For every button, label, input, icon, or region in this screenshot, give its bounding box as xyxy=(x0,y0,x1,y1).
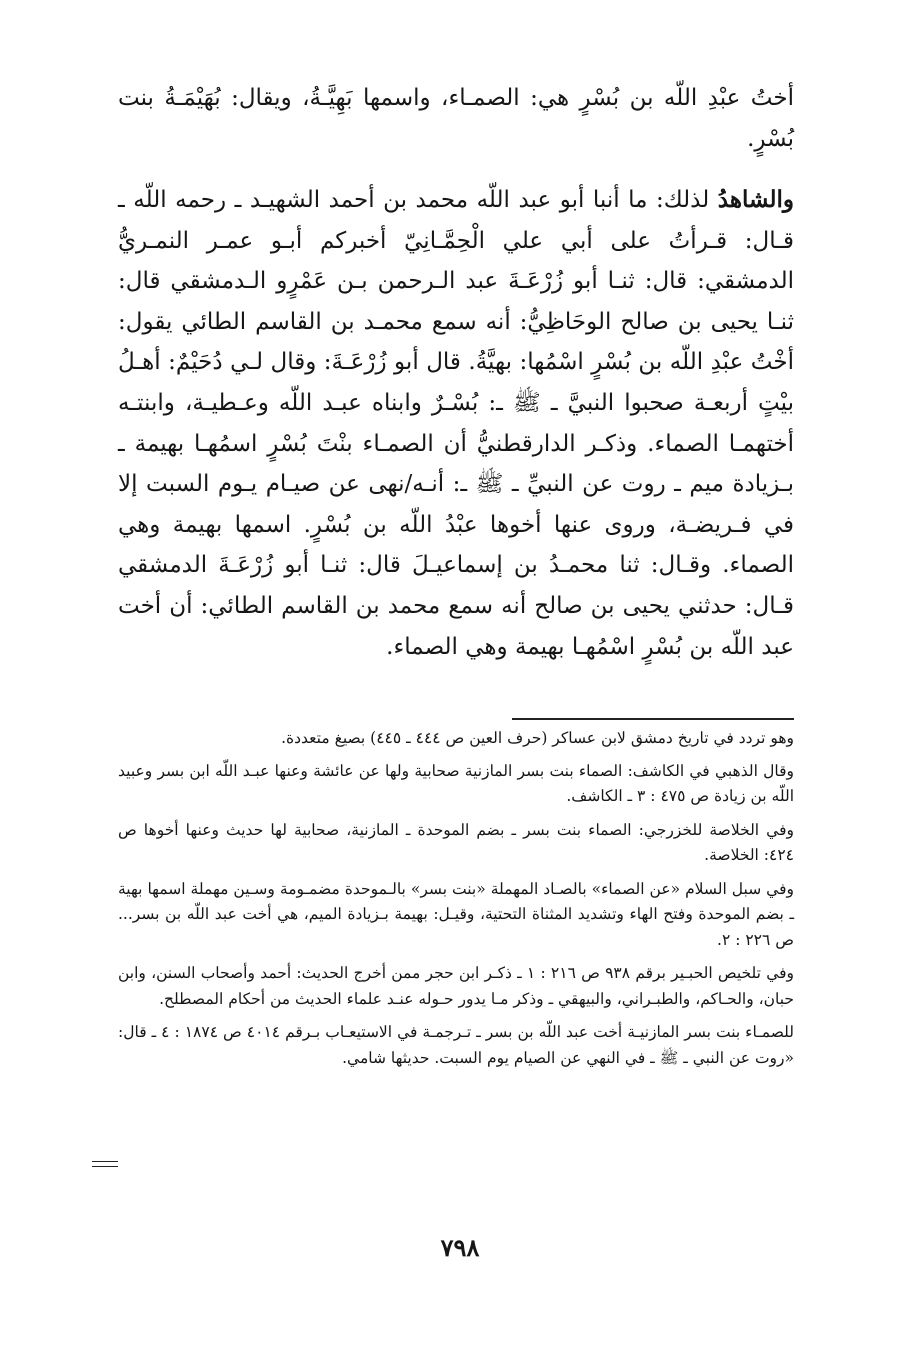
paragraph-body: لذلك: ما أنبا أبو عبد اللّه محمد بن أحمد الشهيـد ـ رحمه اللّه ـ قـال: قـرأتُ على أبي علي الْحِمَّـانِيّ أخبركم أبـو عمـر النمـريُّ الدمشقي: قال: ثنـا أبو زُرْعَـةَ عبد الـرحمن بـن عَمْرٍو الـدمشقي قال: ثنـا يحيى بن صالح الوحَاظِيُّ: أنه سمع محمـد بن القاسم الطائي يقول: أخْتُ عبْدِ اللّه بن بُسْرٍ اسْمُها: بهيَّةُ. قال أبو زُرْعَـةَ: وقال لـي دُحَيْمٌ: أهـلُ بيْتٍ أربعـة صحبوا النبيَّ ـ ﷺ ـ: بُسْـرٌ وابناه عبـد اللّه وعـطيـة، وابنتـه أختهمـا الصماء. وذكـر الدارقطنيُّ أن الصمـاء بنْتَ بُسْرٍ اسمُهـا بهيمة ـ بـزيادة ميم ـ روت عن النبيِّ ـ ﷺ ـ: أنـه/نهى عن صيـام يـوم السبت إلا في فـريضـة، وروى عنها أخوها عبْدُ اللّه بن بُسْرٍ. اسمها بهيمة وهي الصماء. وقـال: ثنا محمـدُ بن إسماعيـلَ قال: ثنـا أبو زُرْعَـةَ الدمشقي قـال: حدثني يحيى بن صالح أنه سمع محمد بن القاسم الطائي: أن أخت عبد اللّه بن بُسْرٍ اسْمُهـا بهيمة وهي الصماء. xyxy=(118,187,794,660)
footnote-continuation-mark xyxy=(92,1161,118,1170)
footnote-1: وهو تردد في تاريخ دمشق لابن عساكر (حرف العين ص ٤٤٤ ـ ٤٤٥) بصيغ متعددة. xyxy=(281,729,794,747)
footnote-2: وقال الذهبي في الكاشف: الصماء بنت بسر المازنية صحابية ولها عن عائشة وعنها عبـد اللّه ابن بسر وعبيد اللّه بن زيادة ص ٤٧٥ : ٣ ـ الكاشف. xyxy=(118,761,794,805)
page-number: ٧٩٨ xyxy=(440,1233,480,1262)
main-paragraph-1-text: أختُ عبْدِ اللّه بن بُسْرٍ هي: الصمـاء، واسمها بَهِيَّـةُ، ويقال: بُهَيْمَـةُ بنت بُسْرٍ. xyxy=(118,85,794,152)
main-paragraph-2-text xyxy=(118,180,794,667)
footnote-5: وفي تلخيص الحبـير برقم ٩٣٨ ص ٢١٦ : ١ ـ ذكـر ابن حجر ممن أخرج الحديث: أحمد وأصحاب السنن، وابن حبان، والحـاكم، والطبـراني، والبيهقي ـ وذكر مـا يدور حـوله عنـد علماء الحديث من أحكام المصطلح. xyxy=(118,964,795,1008)
footnote-4: وفي سبل السلام «عن الصماء» بالصـاد المهملة «بنت بسر» بالـموحدة مضمـومة وسـين مهملة اسمها بهية ـ بضم الموحدة وفتح الهاء وتشديد المثناة التحتية، وقيـل: بهيمة بـزيادة الميم، هي أخت عبد اللّه بن بسر... ص ٢٢٦ : ٢. xyxy=(118,879,794,949)
footnote-separator xyxy=(512,718,794,720)
paragraph-lead-word: والشاهدُ xyxy=(717,186,794,213)
footnotes xyxy=(118,726,794,1079)
main-paragraph-2 xyxy=(118,180,794,667)
footnote-3: وفي الخلاصة للخزرجي: الصماء بنت بسر ـ بضم الموحدة ـ المازنية، صحابية لها حديث وعنها أخوها ص ٤٢٤: الخلاصة. xyxy=(118,820,794,864)
main-paragraph-1 xyxy=(118,78,794,159)
footnote-6: للصمـاء بنت بسر المازنيـة أخت عبد اللّه بن بسر ـ تـرجمـة في الاستيعـاب بـرقم ٤٠١٤ ص ١٨٧٤ : ٤ ـ قال: «روت عن النبي ـ ﷺ ـ في النهي عن الصيام يوم السبت. حديثها شامي. xyxy=(118,1023,794,1067)
